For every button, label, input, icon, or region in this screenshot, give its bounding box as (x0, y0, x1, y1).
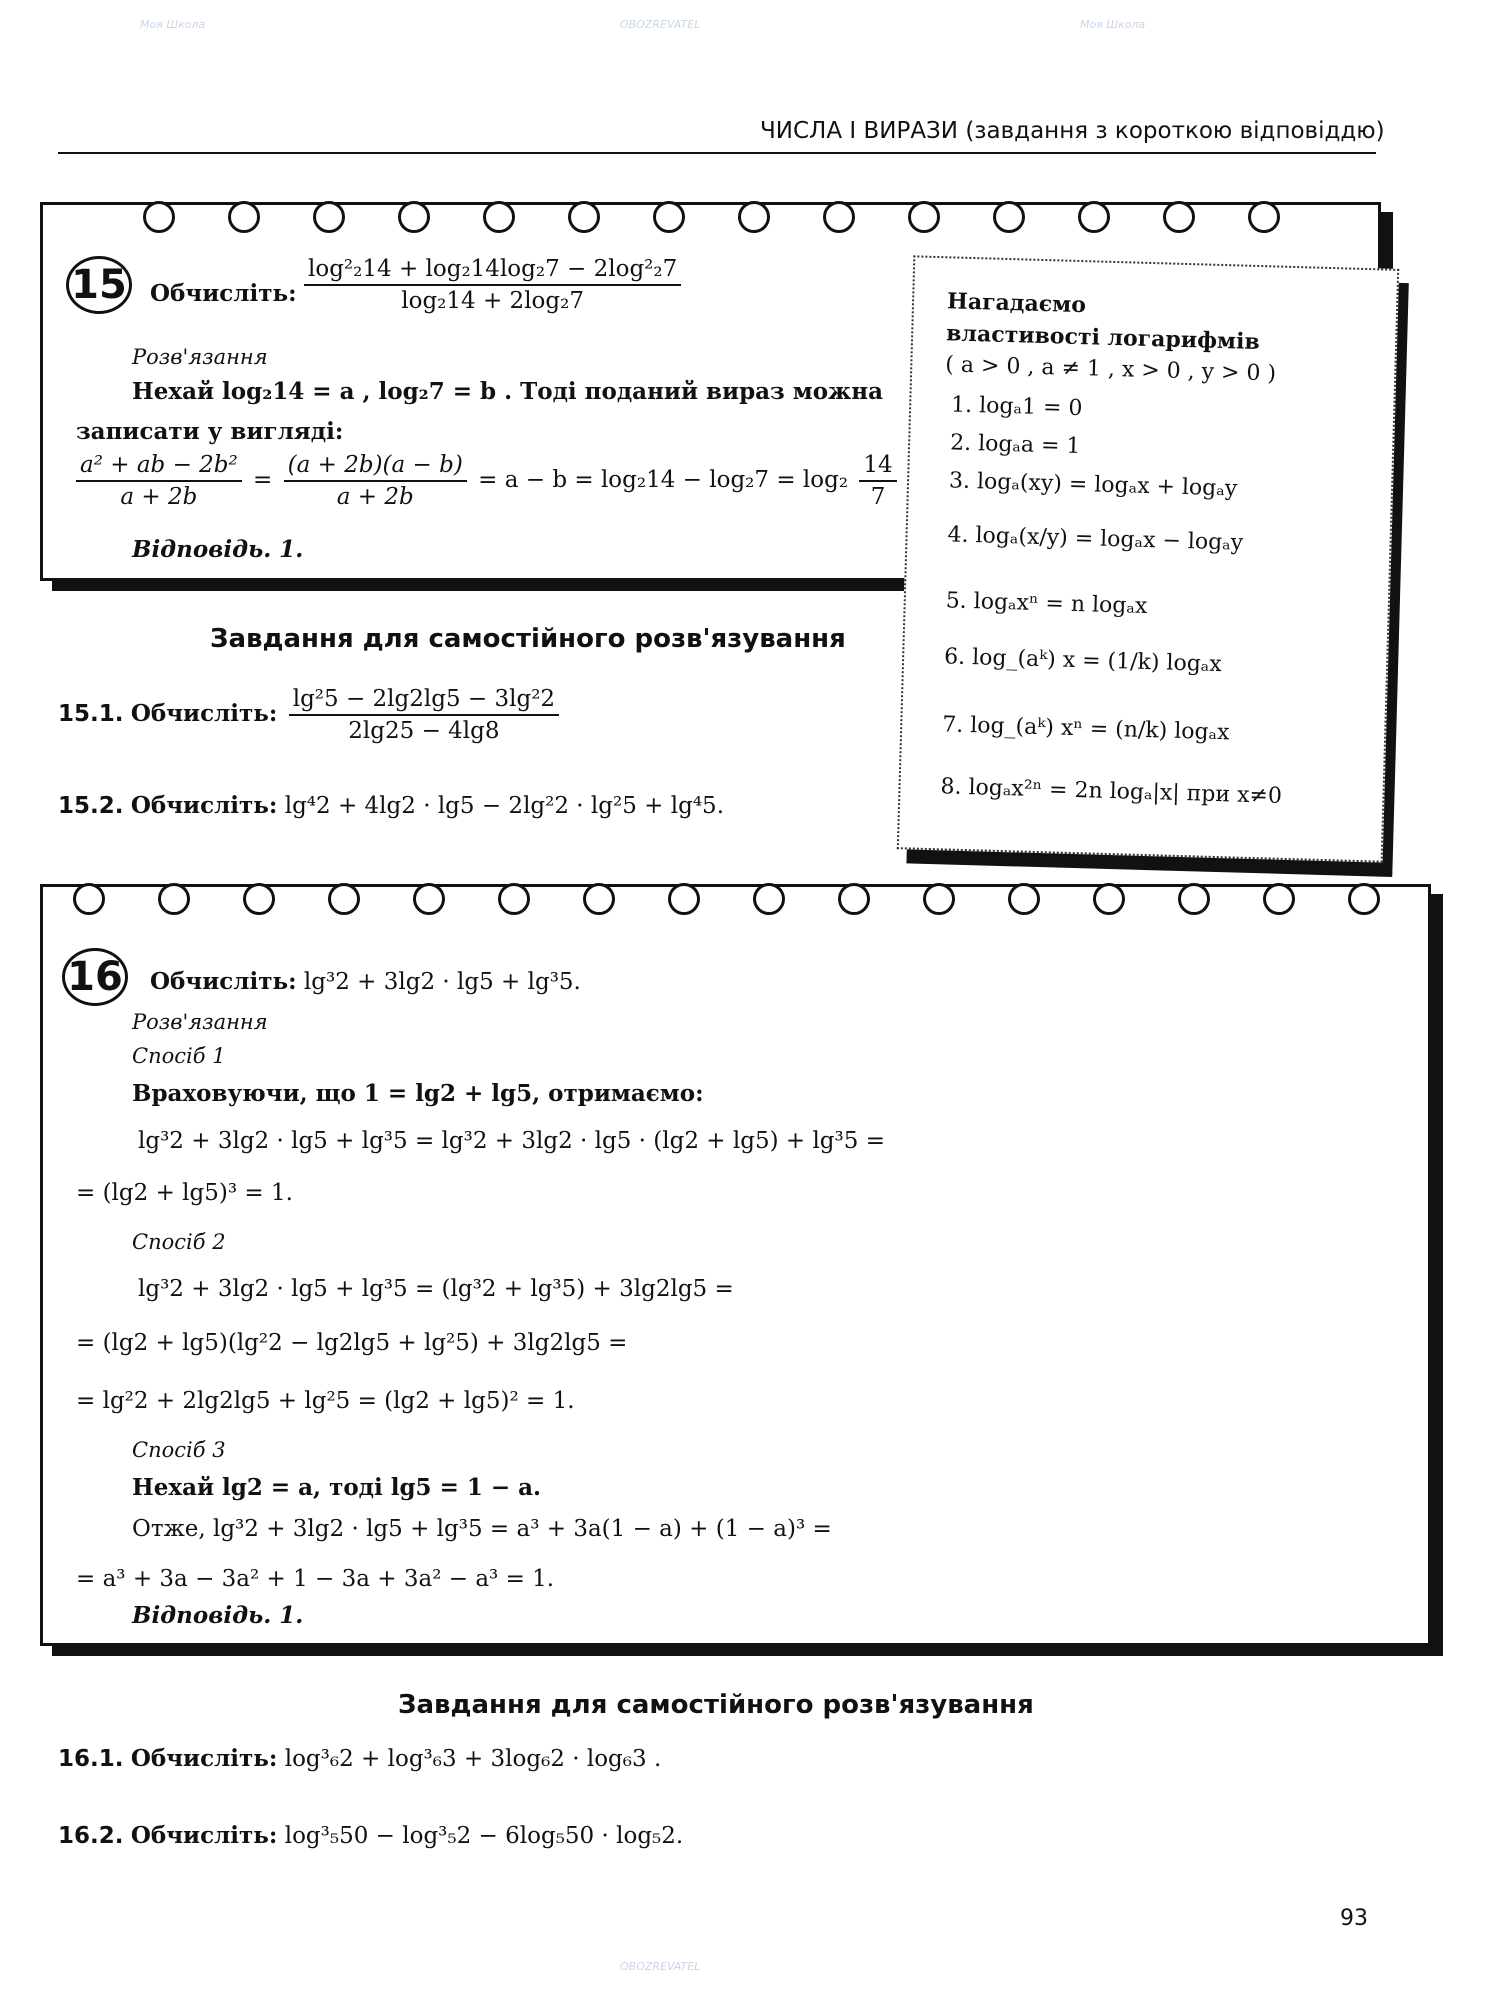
method-3-line-1: Нехай lg2 = a, тоді lg5 = 1 − a. (132, 1474, 542, 1501)
property-item: 7. log_(aᵏ) xⁿ = (n/k) logₐx (941, 712, 1230, 746)
spiral-ring (993, 201, 1025, 233)
task-15-1-numerator: lg²5 − 2lg2lg5 − 3lg²2 (289, 686, 559, 716)
task-16-prompt: Обчисліть: (150, 968, 297, 995)
spiral-ring (1263, 883, 1295, 915)
task-15-line-1: Нехай log₂14 = a , log₂7 = b . Тоді поданий вираз можна (132, 378, 884, 405)
task-15-solution-label: Розв'язання (132, 345, 268, 369)
fraction-1-denominator: a + 2b (120, 484, 198, 510)
spiral-ring (668, 883, 700, 915)
spiral-ring (228, 201, 260, 233)
property-item: 3. logₐ(xy) = logₐx + logₐy (948, 468, 1238, 502)
method-2-label: Спосіб 2 (132, 1230, 226, 1254)
spiral-ring (328, 883, 360, 915)
task-16-statement (150, 968, 581, 995)
spiral-ring (1348, 883, 1380, 915)
fraction-3-denominator: 7 (870, 484, 886, 510)
property-item: 2. logₐa = 1 (949, 430, 1081, 460)
property-item: 4. logₐ(x/y) = logₐx − logₐy (947, 522, 1244, 556)
task-16-solution-label: Розв'язання (132, 1010, 268, 1034)
task-15-1-denominator: 2lg25 − 4lg8 (348, 718, 500, 744)
method-2-line-3: = lg²2 + 2lg2lg5 + lg²5 = (lg2 + lg5)² = 1. (76, 1388, 575, 1414)
derivation-tail: = a − b = log₂14 − log₂7 = log₂ (478, 467, 849, 493)
spiral-ring (583, 883, 615, 915)
watermark: OBOZREVATEL (620, 18, 701, 31)
spiral-ring (568, 201, 600, 233)
spiral-ring (923, 883, 955, 915)
task-15-denominator: log₂14 + 2log₂7 (401, 288, 584, 314)
watermark: Моя Школа (140, 18, 206, 31)
method-1-line-3: = (lg2 + lg5)³ = 1. (76, 1180, 293, 1206)
card-title-2: властивості логарифмів (945, 320, 1261, 356)
property-item: 6. log_(aᵏ) x = (1/k) logₐx (943, 644, 1223, 678)
self-study-heading-15: Завдання для самостійного розв'язування (210, 624, 846, 654)
spiral-ring (1078, 201, 1110, 233)
task-16-1-label: 16.1. (58, 1746, 124, 1772)
spiral-ring (413, 883, 445, 915)
header-rule (58, 152, 1376, 154)
watermark: Моя Школа (1080, 18, 1146, 31)
task-16-1-prompt: Обчисліть: (130, 1745, 278, 1772)
spiral-ring (838, 883, 870, 915)
method-1-label: Спосіб 1 (132, 1044, 226, 1068)
task-15-2-label: 15.2. (58, 793, 124, 819)
task-15-1 (58, 686, 563, 744)
task-16-1 (58, 1745, 661, 1772)
property-item: 5. logₐxⁿ = n logₐx (945, 588, 1148, 619)
method-3-line-3: = a³ + 3a − 3a² + 1 − 3a + 3a² − a³ = 1. (76, 1566, 555, 1592)
self-study-heading-16: Завдання для самостійного розв'язування (398, 1690, 1034, 1720)
spiral-ring (1248, 201, 1280, 233)
task-15-prompt: Обчисліть: (150, 280, 297, 307)
task-15-numerator: log²₂14 + log₂14log₂7 − 2log²₂7 (304, 256, 681, 286)
task-15-1-label: 15.1. (58, 701, 124, 727)
method-3-line-2: Отже, lg³2 + 3lg2 · lg5 + lg³5 = a³ + 3a(1 − a) + (1 − a)³ = (132, 1516, 832, 1542)
method-1-line-1: Враховуючи, що 1 = lg2 + lg5, отримаємо: (132, 1080, 704, 1107)
card-title-1: Нагадаємо (946, 288, 1087, 319)
method-2-line-1: lg³2 + 3lg2 · lg5 + lg³5 = (lg³2 + lg³5) + 3lg2lg5 = (138, 1276, 734, 1302)
card-conditions: ( a > 0 , a ≠ 1 , x > 0 , y > 0 ) (944, 352, 1277, 387)
spiral-ring (483, 201, 515, 233)
spiral-ring (823, 201, 855, 233)
task-16-2 (58, 1822, 683, 1849)
task-16-1-expression: log³₆2 + log³₆3 + 3log₆2 · log₆3 . (284, 1746, 662, 1772)
task-16-2-prompt: Обчисліть: (130, 1822, 278, 1849)
task-15-2-prompt: Обчисліть: (130, 792, 278, 819)
task-16-2-label: 16.2. (58, 1823, 124, 1849)
task-16-answer: Відповідь. 1. (132, 1602, 304, 1629)
method-3-label: Спосіб 3 (132, 1438, 226, 1462)
spiral-ring (1178, 883, 1210, 915)
task-16-badge: 16 (62, 948, 128, 1006)
spiral-ring (1093, 883, 1125, 915)
spiral-ring (498, 883, 530, 915)
watermark: OBOZREVATEL (620, 1960, 701, 1973)
spiral-ring (908, 201, 940, 233)
fraction-2-numerator: (a + 2b)(a − b) (284, 452, 467, 482)
spiral-ring (313, 201, 345, 233)
spiral-ring (653, 201, 685, 233)
spiral-ring (753, 883, 785, 915)
task-15-expression (300, 256, 685, 314)
method-1-line-2: lg³2 + 3lg2 · lg5 + lg³5 = lg³2 + 3lg2 · lg5 · (lg2 + lg5) + lg³5 = (138, 1128, 885, 1154)
task-15-answer: Відповідь. 1. (132, 536, 304, 563)
spiral-ring (243, 883, 275, 915)
task-15-2-expression: lg⁴2 + 4lg2 · lg5 − 2lg²2 · lg²5 + lg⁴5. (284, 793, 724, 819)
property-item: 8. logₐx²ⁿ = 2n logₐ|x| при x≠0 (940, 774, 1283, 809)
spiral-ring (143, 201, 175, 233)
task-15-1-prompt: Обчисліть: (130, 700, 278, 727)
spiral-ring (398, 201, 430, 233)
task-15-line-2: записати у вигляді: (76, 418, 344, 445)
logarithm-properties-card (897, 255, 1399, 862)
method-2-line-2: = (lg2 + lg5)(lg²2 − lg2lg5 + lg²5) + 3lg2lg5 = (76, 1330, 628, 1356)
spiral-ring (158, 883, 190, 915)
fraction-3-numerator: 14 (859, 452, 896, 482)
task-15-derivation: $\frac{\text{a² + ab − 2b²}}{a + 2b}$ = $\frac{(a + 2b)(a - b)}{a + 2b}$ = a − b = log₂14 − log₂7 = log₂ $\frac{14}{7}$ (72, 452, 957, 510)
fraction-1-numerator: a² + ab − 2b² (76, 452, 242, 482)
spiral-ring (1008, 883, 1040, 915)
running-header: ЧИСЛА І ВИРАЗИ (завдання з короткою відповіддю) (760, 118, 1385, 144)
task-15-badge: 15 (66, 256, 132, 314)
spiral-ring (1163, 201, 1195, 233)
task-15-2 (58, 792, 724, 819)
task-16-expression: lg³2 + 3lg2 · lg5 + lg³5. (303, 969, 581, 995)
spiral-ring (738, 201, 770, 233)
spiral-ring (73, 883, 105, 915)
fraction-2-denominator: a + 2b (336, 484, 414, 510)
task-16-2-expression: log³₅50 − log³₅2 − 6log₅50 · log₅2. (284, 1823, 684, 1849)
property-item: 1. logₐ1 = 0 (950, 392, 1083, 422)
page-number: 93 (1340, 1906, 1368, 1931)
